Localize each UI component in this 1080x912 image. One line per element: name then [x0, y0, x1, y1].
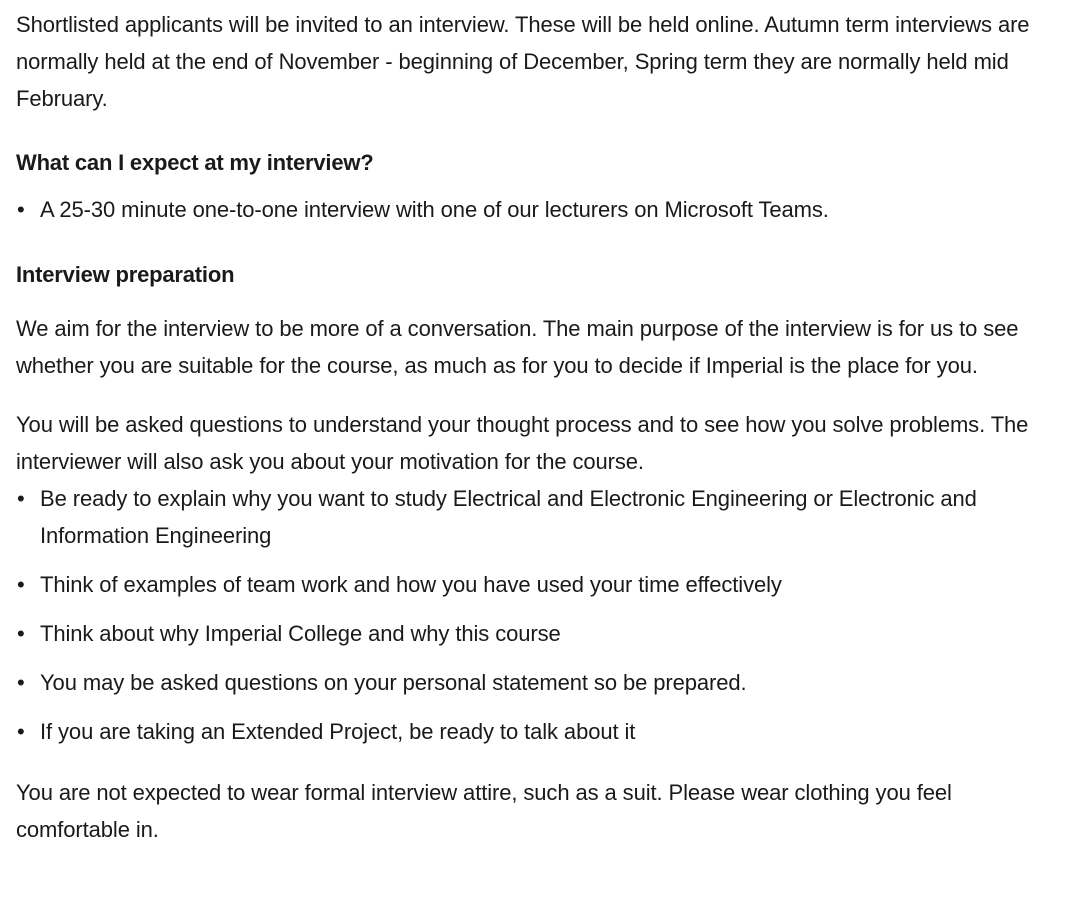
expect-list: [16, 191, 1066, 228]
bullet-icon: •: [17, 621, 25, 646]
list-item-text: You may be asked questions on your personal statement so be prepared.: [40, 670, 747, 695]
bullet-icon: •: [17, 486, 25, 511]
intro-paragraph: Shortlisted applicants will be invited to an interview. These will be held online. Autumn term interviews are normally held at the end of November - beginning of December, Spring term they are normally held mid February.: [16, 12, 1030, 111]
expect-heading: What can I expect at my interview?: [16, 150, 374, 175]
list-item: [16, 191, 1066, 228]
bullet-icon: •: [17, 572, 25, 597]
attire-paragraph: You are not expected to wear formal interview attire, such as a suit. Please wear clothing you feel comfortable in.: [16, 780, 952, 842]
bullet-icon: •: [17, 670, 25, 695]
bullet-icon: •: [17, 197, 25, 222]
list-item: [16, 615, 1066, 652]
list-item-text: A 25-30 minute one-to-one interview with one of our lecturers on Microsoft Teams.: [40, 197, 829, 222]
list-item: [16, 480, 1066, 554]
list-item-text: If you are taking an Extended Project, be ready to talk about it: [40, 719, 636, 744]
preparation-list: [16, 480, 1066, 750]
list-item-text: Think about why Imperial College and why this course: [40, 621, 561, 646]
list-item: [16, 566, 1066, 603]
bullet-icon: •: [17, 719, 25, 744]
preparation-heading: Interview preparation: [16, 262, 235, 287]
list-item-text: Be ready to explain why you want to study Electrical and Electronic Engineering or Electronic and Information Engineering: [40, 486, 977, 548]
list-item: [16, 713, 1066, 750]
preparation-paragraph-2: You will be asked questions to understand your thought process and to see how you solve problems. The interviewer will also ask you about your motivation for the course.: [16, 412, 1029, 474]
list-item: [16, 664, 1066, 701]
list-item-text: Think of examples of team work and how you have used your time effectively: [40, 572, 782, 597]
preparation-paragraph-1: We aim for the interview to be more of a conversation. The main purpose of the interview is for us to see whether you are suitable for the course, as much as for you to decide if Imperial is the place for you.: [16, 316, 1019, 378]
